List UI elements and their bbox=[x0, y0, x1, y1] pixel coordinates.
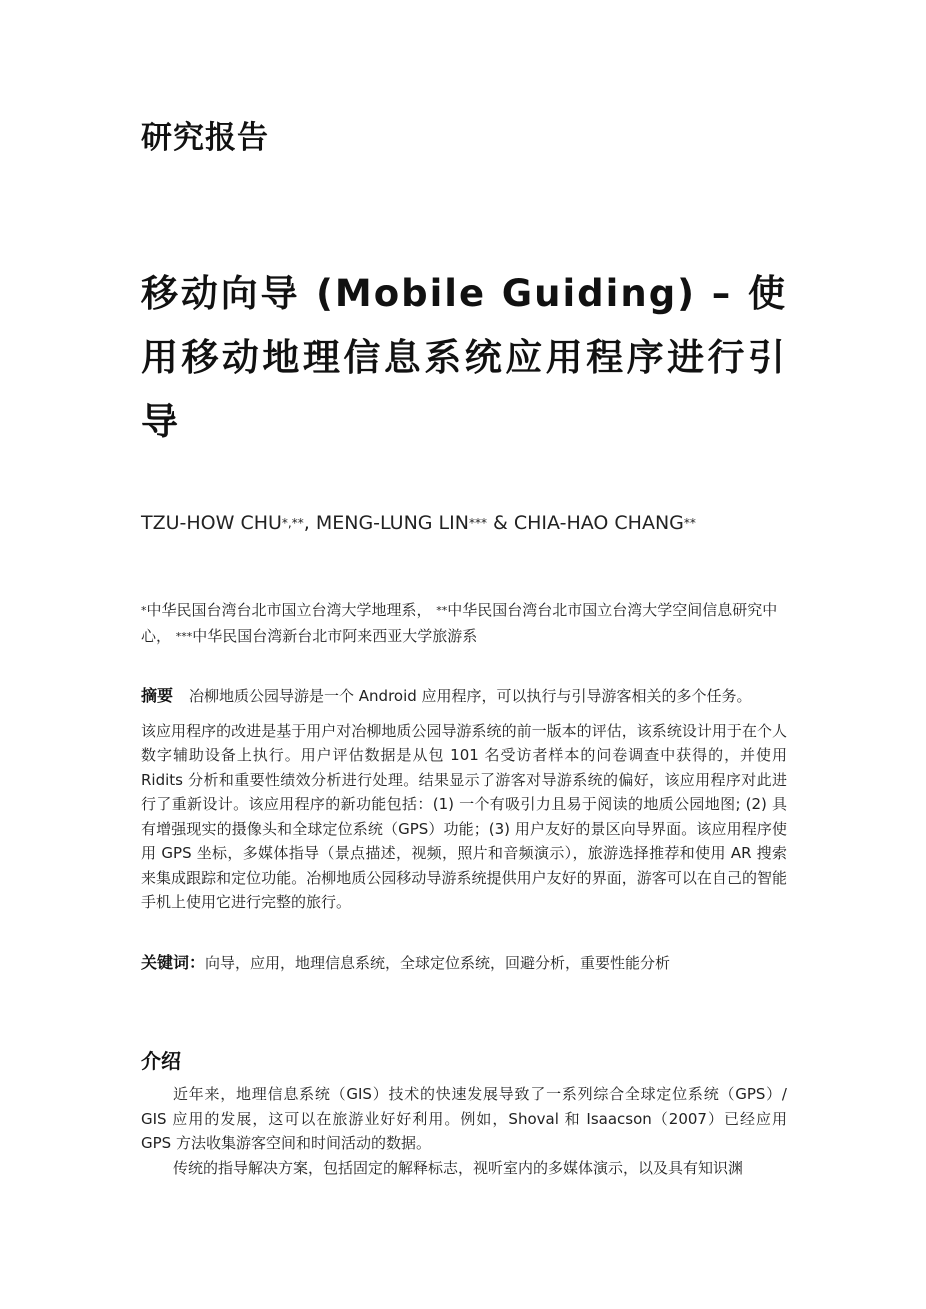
keywords bbox=[141, 951, 787, 975]
author-name: TZU-HOW CHU bbox=[141, 512, 282, 534]
abstract-label: 摘要 bbox=[141, 686, 174, 705]
affiliation-text: 中华民国台湾台北市国立台湾大学空间信息研究中心， bbox=[141, 601, 778, 645]
intro-paragraph: 近年来，地理信息系统（GIS）技术的快速发展导致了一系列综合全球定位系统（GPS）/ GIS 应用的发展，这可以在旅游业好好利用。例如，Shoval 和 Isaacson（2007）已经应用 GPS 方法收集游客空间和时间活动的数据。 bbox=[141, 1085, 787, 1152]
author-separator: , bbox=[303, 512, 316, 534]
affiliations bbox=[141, 598, 787, 650]
keywords-label: 关键词： bbox=[141, 953, 206, 972]
author-mark: *** bbox=[468, 516, 487, 530]
section-label: 研究报告 bbox=[141, 120, 269, 156]
author-separator: & bbox=[486, 512, 514, 534]
intro-paragraph: 传统的指导解决方案，包括固定的解释标志，视听室内的多媒体演示，以及具有知识渊 bbox=[173, 1158, 744, 1177]
intro-body bbox=[141, 1082, 787, 1180]
author-mark: ** bbox=[683, 516, 696, 530]
author-name: CHIA-HAO CHANG bbox=[513, 512, 684, 534]
affiliation-text: 中华民国台湾新台北市阿来西亚大学旅游系 bbox=[192, 627, 478, 645]
keywords-text: 向导，应用，地理信息系统，全球定位系统，回避分析，重要性能分析 bbox=[205, 954, 671, 972]
paper-title: 移动向导 (Mobile Guiding) – 使用移动地理信息系统应用程序进行引导 bbox=[141, 272, 787, 443]
abstract-body: 该应用程序的改进是基于用户对冶柳地质公园导游系统的前一版本的评估，该系统设计用于在个人数字辅助设备上执行。用户评估数据是从包 101 名受访者样本的问卷调查中获得的，并使用 Ridits 分析和重要性绩效分析进行处理。结果显示了游客对导游系统的偏好，该应用程序对此进行了重新设计。该应用程序的新功能包括：(1) 一个有吸引力且易于阅读的地质公园地图; (2) 具有增强现实的摄像头和全球定位系统（GPS）功能；(3) 用户友好的景区向导界面。该应用程序使用 GPS 坐标，多媒体指导（景点描述，视频，照片和音频演示），旅游选择推荐和使用 AR 搜索来集成跟踪和定位功能。冶柳地质公园移动导游系统提供用户友好的界面，游客可以在自己的智能手机上使用它进行完整的旅行。 bbox=[141, 721, 787, 911]
author-name: MENG-LUNG LIN bbox=[315, 512, 469, 534]
abstract-first-line bbox=[141, 684, 787, 709]
affiliation-mark: ** bbox=[436, 604, 448, 617]
intro-heading: 介绍 bbox=[141, 1049, 181, 1073]
affiliation-mark: * bbox=[141, 604, 147, 617]
author-mark: *,** bbox=[281, 516, 304, 530]
affiliation-mark: *** bbox=[175, 630, 193, 643]
abstract-lead: 冶柳地质公园导游是一个 Android 应用程序，可以执行与引导游客相关的多个任务。 bbox=[189, 687, 752, 705]
affiliation-text: 中华民国台湾台北市国立台湾大学地理系， bbox=[146, 601, 432, 619]
author-list bbox=[141, 512, 696, 534]
abstract bbox=[141, 684, 787, 915]
